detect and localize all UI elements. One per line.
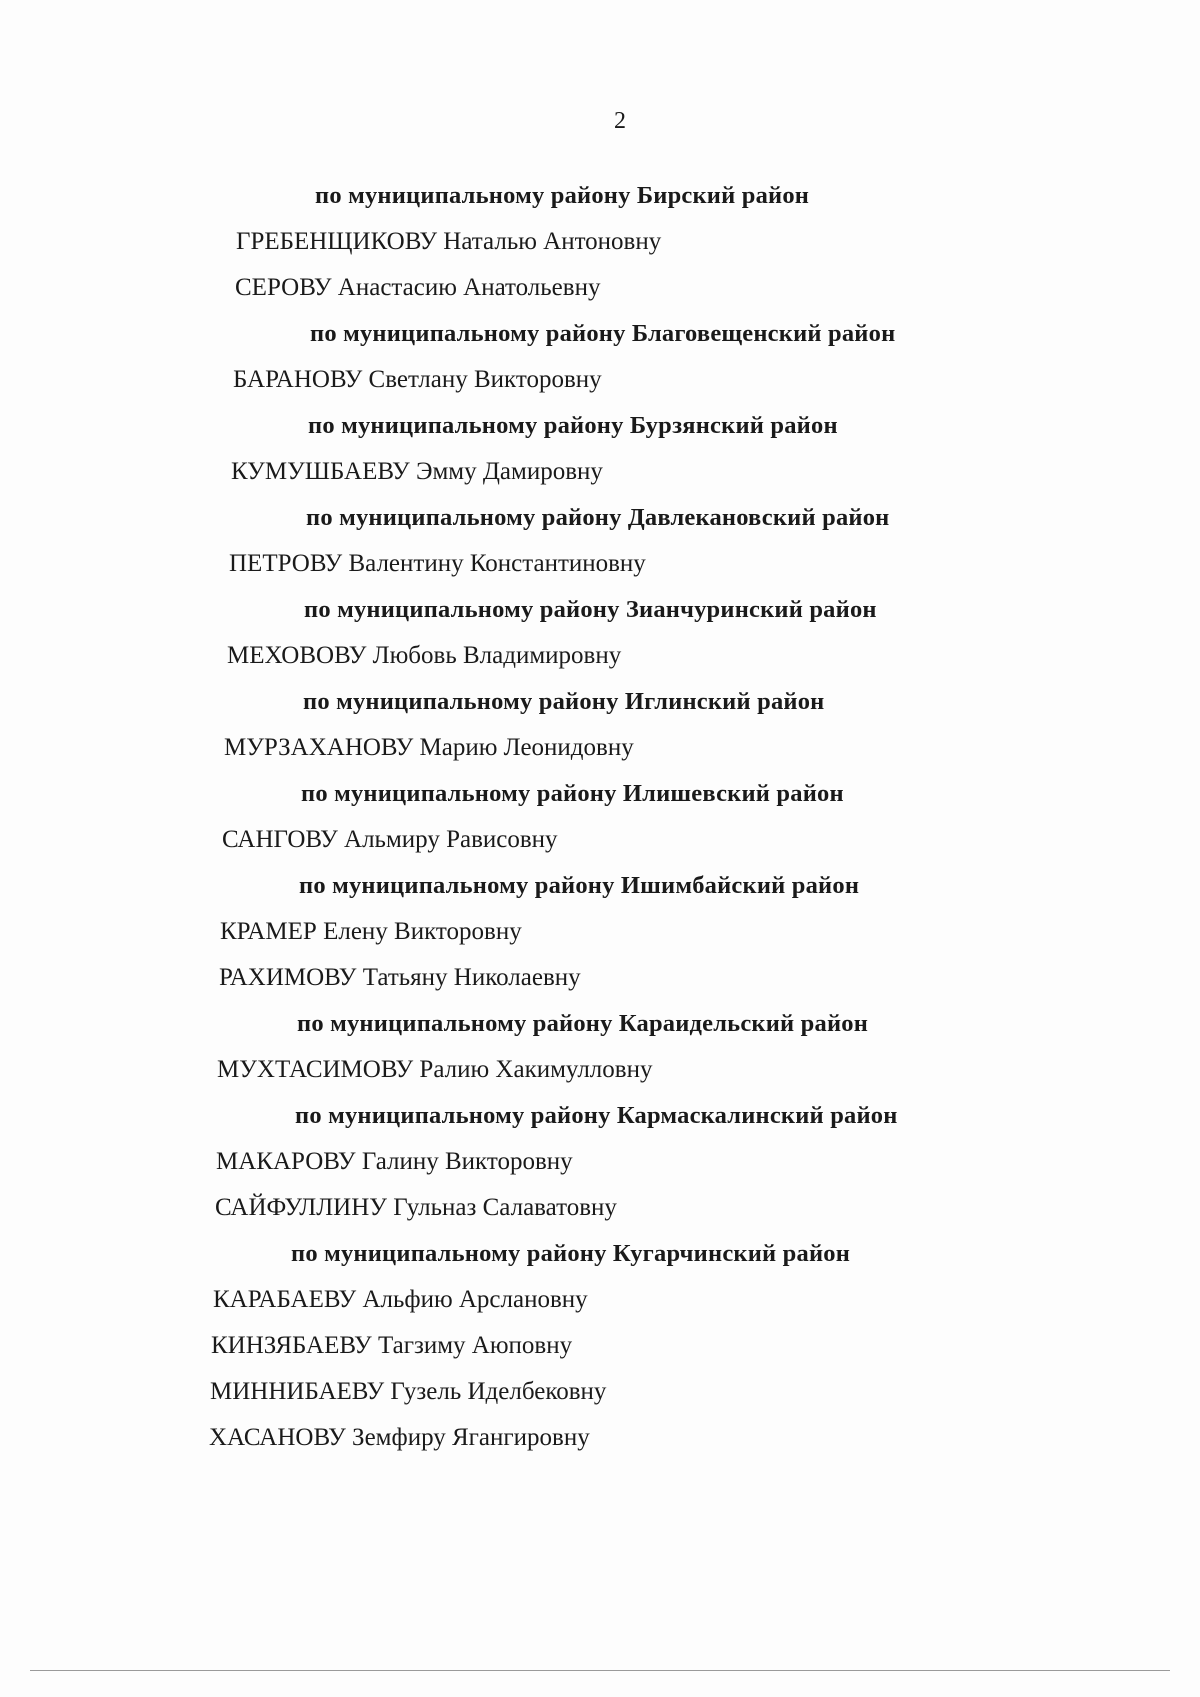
district-heading: по муниципальному району Иглинский район: [303, 688, 825, 715]
person-name: МЕХОВОВУ Любовь Владимировну: [227, 642, 622, 669]
district-list: [0, 173, 1200, 1461]
district-heading: по муниципальному району Давлекановский район: [306, 504, 890, 531]
district-heading: по муниципальному району Бирский район: [315, 182, 810, 209]
person-name: МИННИБАЕВУ Гузель Иделбековну: [210, 1378, 607, 1405]
person-name: КИНЗЯБАЕВУ Тагзиму Аюповну: [211, 1332, 573, 1359]
district-heading: по муниципальному району Ишимбайский район: [299, 872, 860, 899]
person-name: КАРАБАЕВУ Альфию Арслановну: [213, 1286, 588, 1313]
person-name: СЕРОВУ Анастасию Анатольевну: [235, 274, 601, 301]
person-name: КРАМЕР Елену Викторовну: [220, 918, 522, 945]
person-name: РАХИМОВУ Татьяну Николаевну: [219, 964, 581, 991]
person-name: МУРЗАХАНОВУ Марию Леонидовну: [224, 734, 634, 761]
district-heading: по муниципальному району Караидельский район: [297, 1010, 869, 1037]
district-heading: по муниципальному району Бурзянский район: [308, 412, 838, 439]
district-heading: по муниципальному району Илишевский район: [301, 780, 844, 807]
person-name: ХАСАНОВУ Земфиру Ягангировну: [209, 1424, 590, 1451]
page-bottom-rule: [30, 1670, 1170, 1671]
person-name: САНГОВУ Альмиру Рависовну: [222, 826, 558, 853]
person-name: КУМУШБАЕВУ Эмму Дамировну: [231, 458, 603, 485]
person-name: ГРЕБЕНЩИКОВУ Наталью Антоновну: [236, 228, 662, 255]
district-heading: по муниципальному району Кармаскалинский район: [295, 1102, 898, 1129]
person-name: БАРАНОВУ Светлану Викторовну: [233, 366, 602, 393]
person-name: МАКАРОВУ Галину Викторовну: [216, 1148, 573, 1175]
person-name: МУХТАСИМОВУ Ралию Хакимулловну: [217, 1056, 653, 1083]
district-heading: по муниципальному району Благовещенский район: [310, 320, 896, 347]
person-name: САЙФУЛЛИНУ Гульназ Салаватовну: [215, 1194, 617, 1221]
person-name: ПЕТРОВУ Валентину Константиновну: [229, 550, 646, 577]
page-number: 2: [614, 108, 626, 134]
district-heading: по муниципальному району Зианчуринский район: [304, 596, 877, 623]
district-heading: по муниципальному району Кугарчинский район: [291, 1240, 851, 1267]
